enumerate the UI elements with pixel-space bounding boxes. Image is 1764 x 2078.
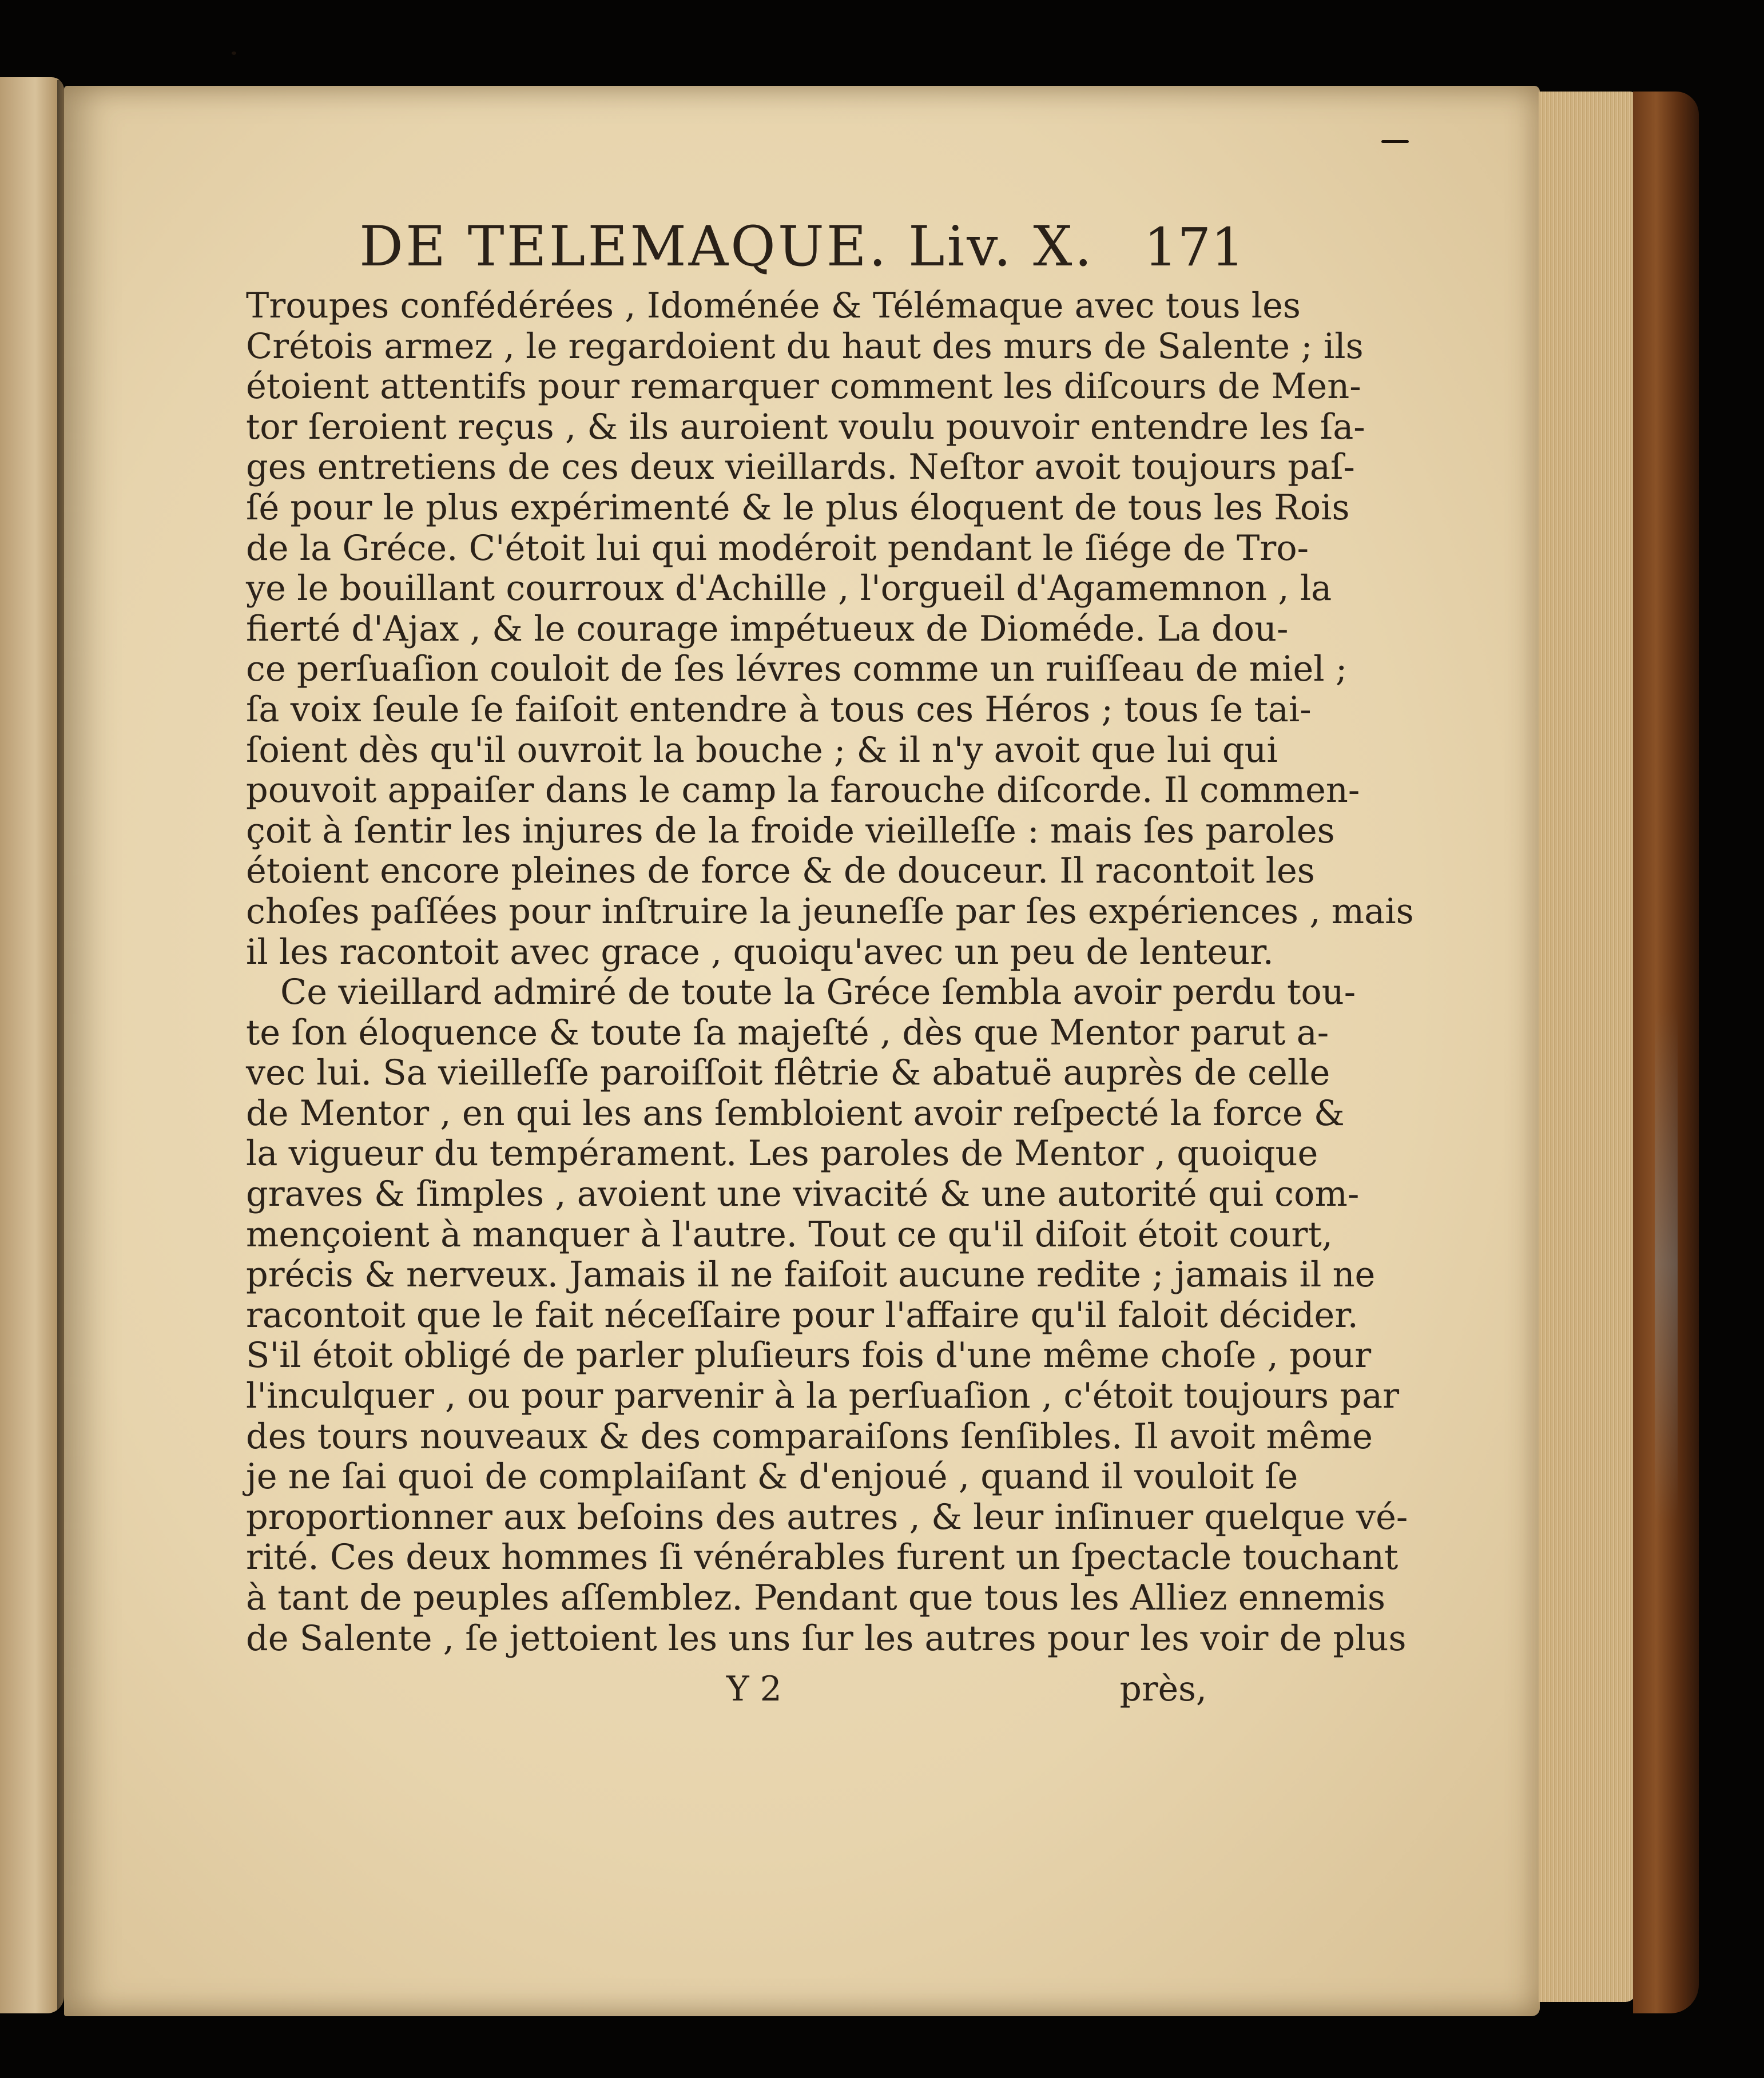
text-line: vec lui. Sa vieilleſſe paroiſſoit flêtrie & abatuë auprès de celle — [246, 1053, 1330, 1094]
text-line: Ce vieillard admiré de toute la Gréce ſembla avoir perdu tou- — [280, 972, 1356, 1013]
catchword: près, — [1119, 1669, 1207, 1709]
text-line: à tant de peuples aſſemblez. Pendant que tous les Alliez ennemis — [246, 1578, 1386, 1618]
text-line: ſa voix ſeule ſe faiſoit entendre à tous ces Héros ; tous ſe tai- — [246, 689, 1312, 730]
text-line: çoit à ſentir les injures de la froide vieilleſſe : mais ſes paroles — [246, 810, 1335, 851]
text-line: S'il étoit obligé de parler pluſieurs fois d'une même choſe , pour — [246, 1336, 1372, 1376]
text-line: rité. Ces deux hommes ſi vénérables furent un ſpectacle touchant — [246, 1537, 1399, 1578]
text-line: ce perſuaſion couloit de ſes lévres comme un ruiſſeau de miel ; — [246, 649, 1348, 690]
ink-speck — [232, 51, 236, 55]
text-line: fierté d'Ajax , & le courage impétueux de Dioméde. La dou- — [246, 609, 1289, 649]
text-line: il les racontoit avec grace , quoiqu'avec un peu de lenteur. — [246, 932, 1274, 972]
text-line: ſoient dès qu'il ouvroit la bouche ; & il n'y avoit que lui qui — [246, 730, 1278, 770]
page-footer — [246, 1669, 1207, 1715]
text-line: pouvoit appaiſer dans le camp la farouche diſcorde. Il commen- — [246, 770, 1360, 811]
text-line: Crétois armez , le regardoient du haut des murs de Salente ; ils — [246, 326, 1364, 367]
text-line: je ne ſai quoi de complaiſant & d'enjoué , quand il vouloit ſe — [246, 1457, 1298, 1497]
text-line: des tours nouveaux & des comparaiſons ſenſibles. Il avoit même — [246, 1416, 1373, 1457]
text-line: graves & ſimples , avoient une vivacité & une autorité qui com- — [246, 1174, 1360, 1215]
running-header — [343, 214, 1245, 283]
text-line: tor ſeroient reçus , & ils auroient voulu pouvoir entendre les ſa- — [246, 407, 1365, 447]
text-line: choſes paſſées pour inſtruire la jeuneſſe par ſes expériences , mais — [246, 891, 1414, 932]
text-line: de Mentor , en qui les ans ſembloient avoir reſpecté la force & — [246, 1093, 1345, 1134]
text-line: de Salente , ſe jettoient les uns ſur les autres pour les voir de plus — [246, 1618, 1407, 1659]
text-line: l'inculquer , ou pour parvenir à la perſuaſion , c'étoit toujours par — [246, 1376, 1400, 1417]
text-line: étoient attentifs pour remarquer comment les diſcours de Men- — [246, 367, 1361, 407]
verso-page-fragment — [0, 77, 64, 2013]
text-line: de la Gréce. C'étoit lui qui modéroit pendant le ſiége de Tro- — [246, 528, 1309, 569]
text-line: proportionner aux beſoins des autres , & leur inſinuer quelque vé- — [246, 1497, 1408, 1537]
signature-mark: Y 2 — [726, 1669, 782, 1709]
text-line: te ſon éloquence & toute ſa majeſté , dès que Mentor parut a- — [246, 1012, 1329, 1053]
text-line: Troupes confédérées , Idoménée & Télémaque avec tous les — [246, 286, 1301, 326]
text-line: ye le bouillant courroux d'Achille , l'orgueil d'Agamemnon , la — [246, 569, 1332, 609]
text-line: ges entretiens de ces deux vieillards. Neſtor avoit toujours paſ- — [246, 447, 1355, 488]
running-title: DE TELEMAQUE. Liv. X. — [359, 214, 1095, 279]
ink-speck — [1381, 140, 1409, 143]
text-line: ſé pour le plus expérimenté & le plus éloquent de tous les Rois — [246, 487, 1350, 528]
text-line: racontoit que le fait néceſſaire pour l'affaire qu'il faloit décider. — [246, 1295, 1358, 1336]
leather-binding — [1633, 92, 1699, 2013]
text-line: mençoient à manquer à l'autre. Tout ce qu'il diſoit étoit court, — [246, 1214, 1333, 1255]
page-number: 171 — [1144, 217, 1245, 278]
text-line: la vigueur du tempérament. Les paroles de Mentor , quoique — [246, 1134, 1318, 1174]
body-text — [246, 286, 1414, 1659]
text-line: précis & nerveux. Jamais il ne faiſoit aucune redite ; jamais il ne — [246, 1255, 1376, 1296]
page-edges — [1539, 92, 1636, 2002]
text-line: étoient encore pleines de force & de douceur. Il racontoit les — [246, 851, 1315, 892]
